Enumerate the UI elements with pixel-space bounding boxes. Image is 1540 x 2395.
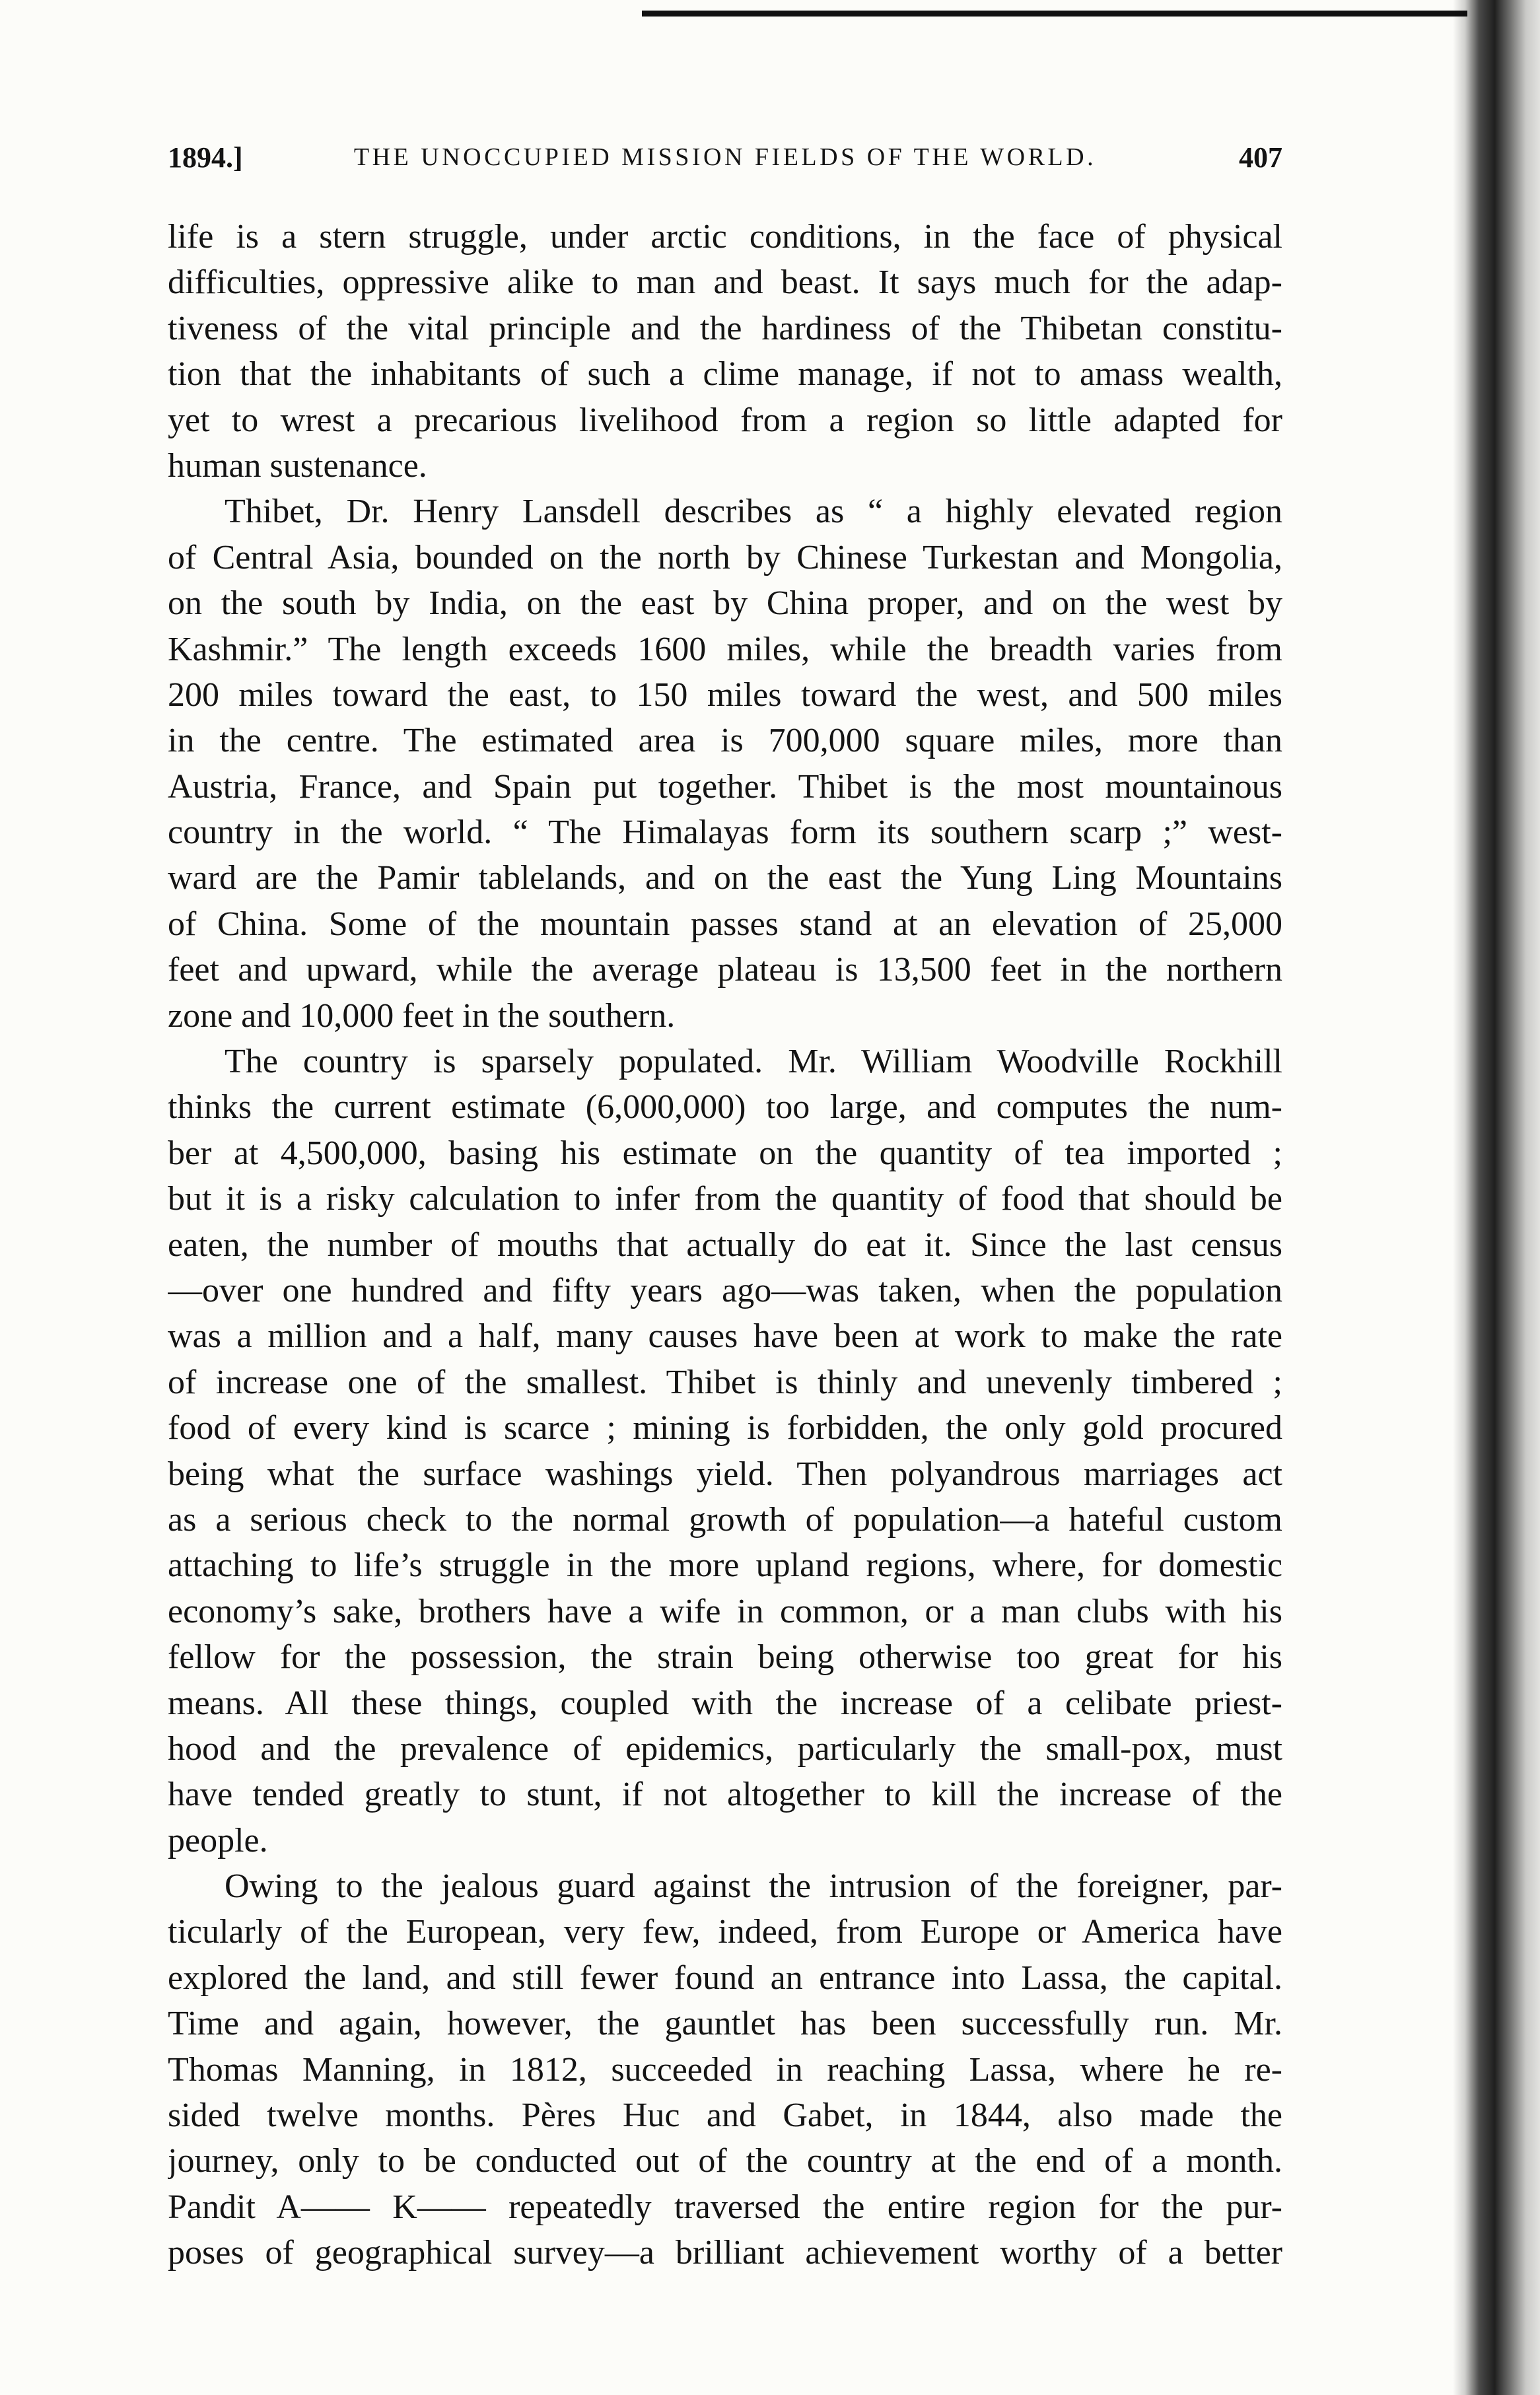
text-line: but it is a risky calculation to infer from the quantity of food that should be bbox=[168, 1180, 1282, 1218]
text-line: —over one hundred and fifty years ago—was taken, when the population bbox=[168, 1271, 1282, 1309]
text-line: food of every kind is scarce ; mining is forbidden, the only gold procured bbox=[168, 1409, 1282, 1447]
text-line: people. bbox=[168, 1821, 268, 1859]
text-line: economy’s sake, brothers have a wife in common, or a man clubs with his bbox=[168, 1592, 1282, 1630]
text-line: ber at 4,500,000, basing his estimate on the quantity of tea imported ; bbox=[168, 1134, 1282, 1172]
paragraph bbox=[168, 1863, 1282, 2276]
text-line: country in the world. “ The Himalayas form its southern scarp ;” west- bbox=[168, 814, 1282, 852]
text-line: have tended greatly to stunt, if not altogether to kill the increase of the bbox=[168, 1776, 1282, 1814]
text-line: being what the surface washings yield. Then polyandrous marriages act bbox=[168, 1455, 1282, 1493]
body-text bbox=[168, 214, 1282, 2276]
scan-top-border bbox=[642, 11, 1467, 17]
running-head bbox=[168, 135, 1282, 180]
running-head-title: THE UNOCCUPIED MISSION FIELDS OF THE WORLD. bbox=[353, 143, 1097, 171]
text-line: of Central Asia, bounded on the north by Chinese Turkestan and Mongolia, bbox=[168, 538, 1282, 576]
text-line: Kashmir.” The length exceeds 1600 miles, while the breadth varies from bbox=[168, 630, 1282, 668]
text-line: feet and upward, while the average plateau is 13,500 feet in the northern bbox=[168, 951, 1282, 989]
text-line: poses of geographical survey—a brilliant achievement worthy of a better bbox=[168, 2234, 1282, 2272]
text-line: tion that the inhabitants of such a clime manage, if not to amass wealth, bbox=[168, 355, 1282, 394]
text-line: life is a stern struggle, under arctic conditions, in the face of physical bbox=[168, 218, 1282, 256]
text-line: attaching to life’s struggle in the more upland regions, where, for domestic bbox=[168, 1546, 1282, 1585]
running-head-date: 1894.] bbox=[168, 141, 243, 174]
text-line: thinks the current estimate (6,000,000) too large, and computes the num- bbox=[168, 1088, 1282, 1127]
text-line: of increase one of the smallest. Thibet is thinly and unevenly timbered ; bbox=[168, 1363, 1282, 1401]
text-line: tiveness of the vital principle and the hardiness of the Thibetan constitu- bbox=[168, 309, 1282, 347]
text-line: eaten, the number of mouths that actually do eat it. Since the last census bbox=[168, 1226, 1282, 1264]
text-line: Thomas Manning, in 1812, succeeded in reaching Lassa, where he re- bbox=[168, 2050, 1282, 2089]
text-line: of China. Some of the mountain passes stand at an elevation of 25,000 bbox=[168, 905, 1282, 943]
text-line: Thibet, Dr. Henry Lansdell describes as “ a highly elevated region bbox=[225, 493, 1282, 531]
text-line: Austria, France, and Spain put together. Thibet is the most mountainous bbox=[168, 767, 1282, 806]
text-line: as a serious check to the normal growth of population—a hateful custom bbox=[168, 1500, 1282, 1539]
text-line: ward are the Pamir tablelands, and on the east the Yung Ling Mountains bbox=[168, 859, 1282, 897]
text-line: zone and 10,000 feet in the southern. bbox=[168, 996, 676, 1035]
text-line: hood and the prevalence of epidemics, particularly the small-pox, must bbox=[168, 1729, 1282, 1768]
text-line: sided twelve months. Pères Huc and Gabet, in 1844, also made the bbox=[168, 2097, 1282, 2135]
text-line: was a million and a half, many causes have been at work to make the rate bbox=[168, 1317, 1282, 1356]
text-line: means. All these things, coupled with the increase of a celibate priest- bbox=[168, 1684, 1282, 1722]
text-line: ticularly of the European, very few, indeed, from Europe or America have bbox=[168, 1913, 1282, 1951]
text-line: The country is sparsely populated. Mr. William Woodville Rockhill bbox=[225, 1043, 1282, 1081]
page-number: 407 bbox=[1239, 141, 1282, 174]
text-line: on the south by India, on the east by China proper, and on the west by bbox=[168, 584, 1282, 623]
text-line: Owing to the jealous guard against the intrusion of the foreigner, par- bbox=[225, 1867, 1282, 1906]
text-line: difficulties, oppressive alike to man and beast. It says much for the adap- bbox=[168, 263, 1282, 302]
text-line: human sustenance. bbox=[168, 446, 427, 485]
paragraph bbox=[168, 214, 1282, 489]
text-line: fellow for the possession, the strain being otherwise too great for his bbox=[168, 1638, 1282, 1677]
paragraph bbox=[168, 489, 1282, 1039]
text-line: journey, only to be conducted out of the country at the end of a month. bbox=[168, 2142, 1282, 2180]
text-line: yet to wrest a precarious livelihood from a region so little adapted for bbox=[168, 401, 1282, 439]
text-line: Time and again, however, the gauntlet has been successfully run. Mr. bbox=[168, 2005, 1282, 2043]
text-line: Pandit A—— K—— repeatedly traversed the entire region for the pur- bbox=[168, 2188, 1282, 2226]
text-line: 200 miles toward the east, to 150 miles toward the west, and 500 miles bbox=[168, 676, 1282, 714]
paragraph bbox=[168, 1039, 1282, 1863]
text-line: explored the land, and still fewer found an entrance into Lassa, the capital. bbox=[168, 1959, 1282, 1997]
scan-binding-shadow bbox=[1453, 0, 1540, 2395]
text-line: in the centre. The estimated area is 700,000 square miles, more than bbox=[168, 722, 1282, 760]
